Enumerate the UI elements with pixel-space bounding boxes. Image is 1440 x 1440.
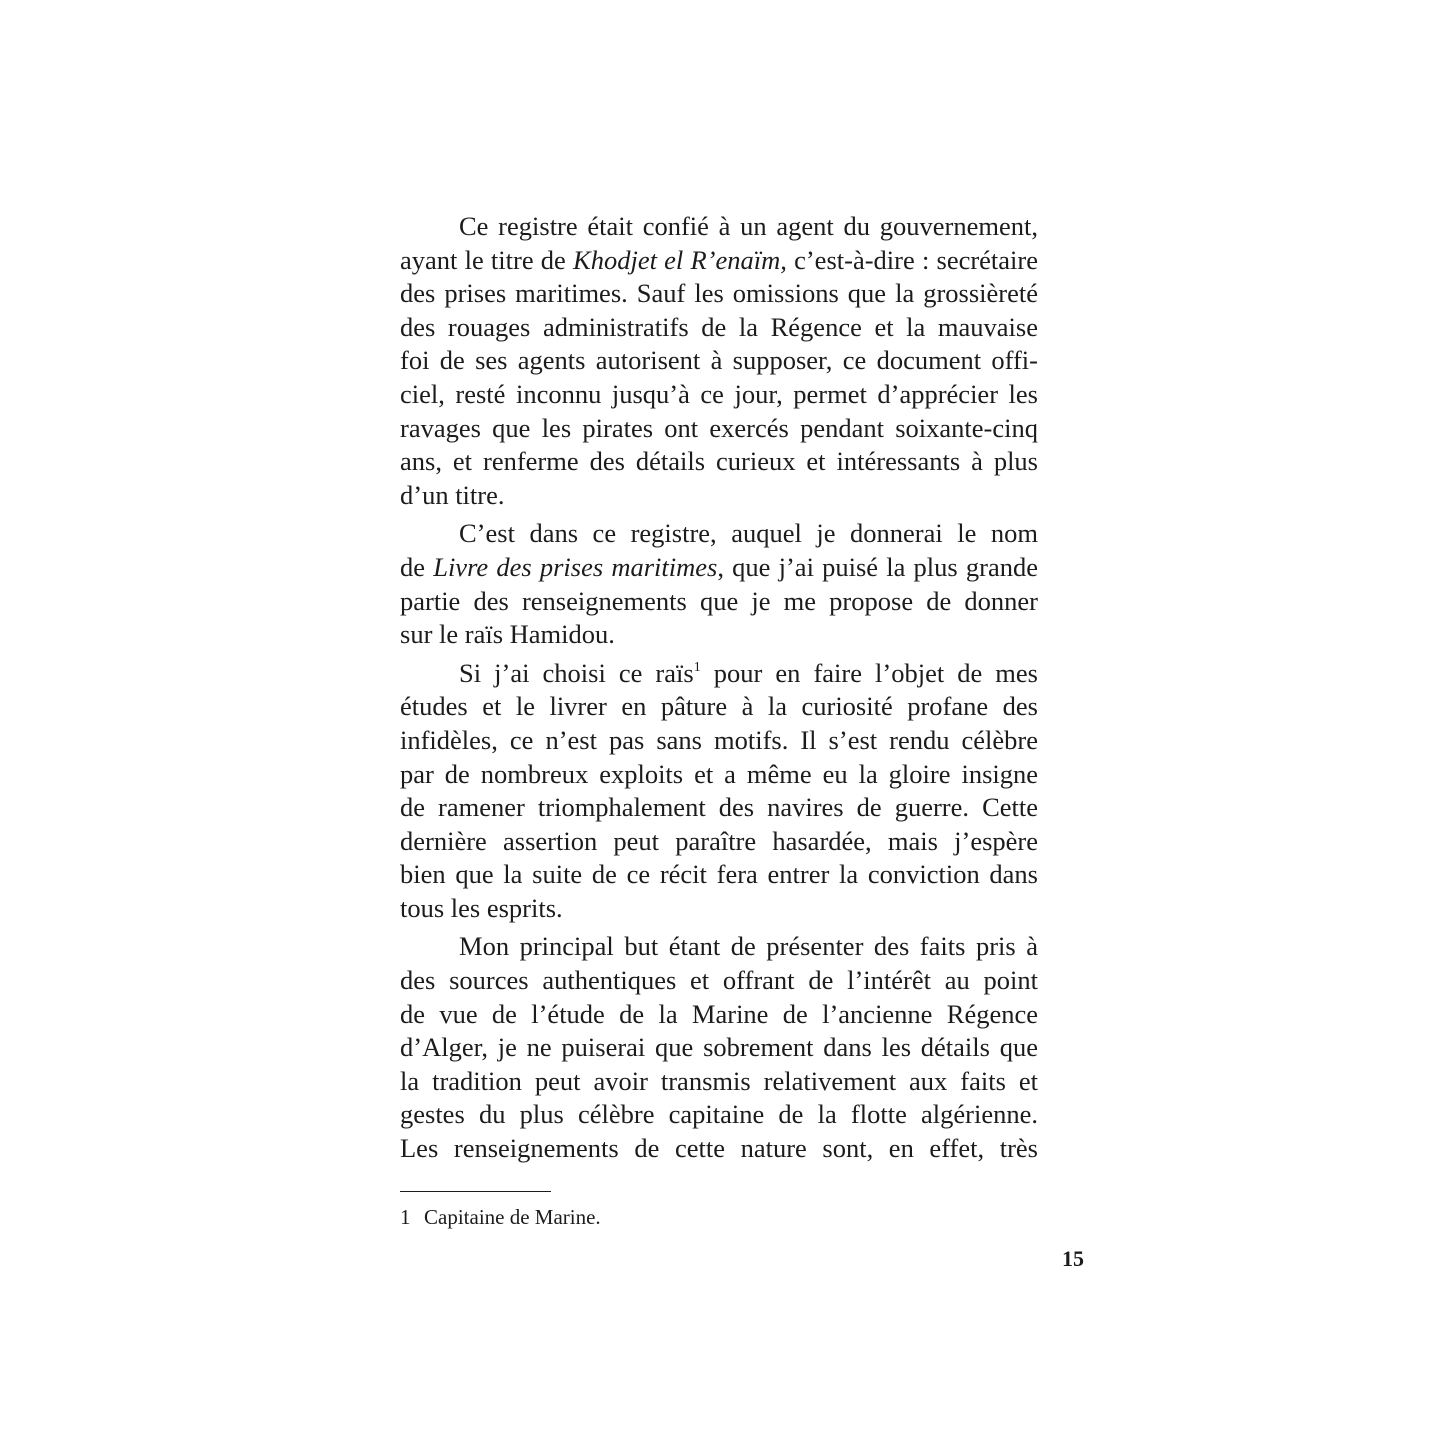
- text-line: Ce registre était confié à un agent du gouvernement,: [459, 211, 1038, 241]
- text-line: Mon principal but étant de présenter des faits pris à: [459, 931, 1038, 962]
- italic-title: Livre des prises maritimes: [433, 551, 718, 582]
- text-line: de vue de l’étude de la Marine de l’ancienne Régence: [400, 998, 1038, 1029]
- text-line: des sources authentiques et offrant de l’intérêt au point: [400, 965, 1038, 996]
- text-line: ravages que les pirates ont exercés pendant soixante-cinq: [400, 412, 1038, 443]
- footnote-number: 1: [400, 1205, 411, 1229]
- italic-title: Khodjet el R’enaïm,: [573, 244, 787, 275]
- text-line: tous les esprits.: [400, 892, 563, 923]
- paragraph: [400, 657, 1038, 926]
- text-line: ans, et renferme des détails curieux et intéressants à plus: [400, 446, 1038, 477]
- text-line: ayant le titre de Khodjet el R’enaïm, c’est-à-dire : secrétaire: [400, 244, 1039, 275]
- footnote: [400, 1203, 601, 1231]
- footnote-rule: [400, 1191, 551, 1192]
- text-line: gestes du plus célèbre capitaine de la flotte algérienne.: [400, 1099, 1038, 1130]
- text-line: d’Alger, je ne puiserai que sobrement dans les détails que: [400, 1032, 1038, 1063]
- text-line: partie des renseignements que je me propose de donner: [400, 585, 1038, 616]
- paragraph: [400, 210, 1038, 512]
- text-line: de ramener triomphalement des navires de guerre. Cette: [400, 792, 1038, 823]
- text-line: études et le livrer en pâture à la curiosité profane des: [400, 691, 1038, 722]
- text-line: des prises maritimes. Sauf les omissions que la grossièreté: [400, 278, 1038, 309]
- text-line: bien que la suite de ce récit fera entrer la conviction dans: [400, 859, 1038, 890]
- text-line: des rouages administratifs de la Régence et la mauvaise: [400, 311, 1038, 342]
- paragraph: [400, 930, 1038, 1165]
- paragraph: [400, 517, 1038, 651]
- text-line: d’un titre.: [400, 479, 505, 510]
- text-line: par de nombreux exploits et a même eu la gloire insigne: [400, 758, 1038, 789]
- text-line: de Livre des prises maritimes, que j’ai puisé la plus grande: [400, 551, 1039, 582]
- text-line: Les renseignements de cette nature sont, en effet, très: [400, 1133, 1038, 1164]
- text-line: la tradition peut avoir transmis relativement aux faits et: [400, 1065, 1038, 1096]
- text-line: C’est dans ce registre, auquel je donnerai le nom: [459, 518, 1038, 549]
- text-line: sur le raïs Hamidou.: [400, 619, 615, 650]
- text-line: dernière assertion peut paraître hasardée, mais j’espère: [400, 825, 1038, 856]
- footnote-reference: 1: [693, 659, 701, 675]
- text-line: ciel, resté inconnu jusqu’à ce jour, permet d’apprécier les: [400, 378, 1038, 409]
- text-line: foi de ses agents autorisent à supposer, ce document offi-: [400, 345, 1038, 376]
- text-line: infidèles, ce n’est pas sans motifs. Il s’est rendu célèbre: [400, 724, 1038, 755]
- page-number: 15: [1062, 1246, 1084, 1271]
- body-text: [400, 210, 1038, 1171]
- footnote-text: Capitaine de Marine.: [424, 1205, 601, 1229]
- text-line: Si j’ai choisi ce raïs$^1$ pour en faire l’objet de mes: [459, 657, 1038, 688]
